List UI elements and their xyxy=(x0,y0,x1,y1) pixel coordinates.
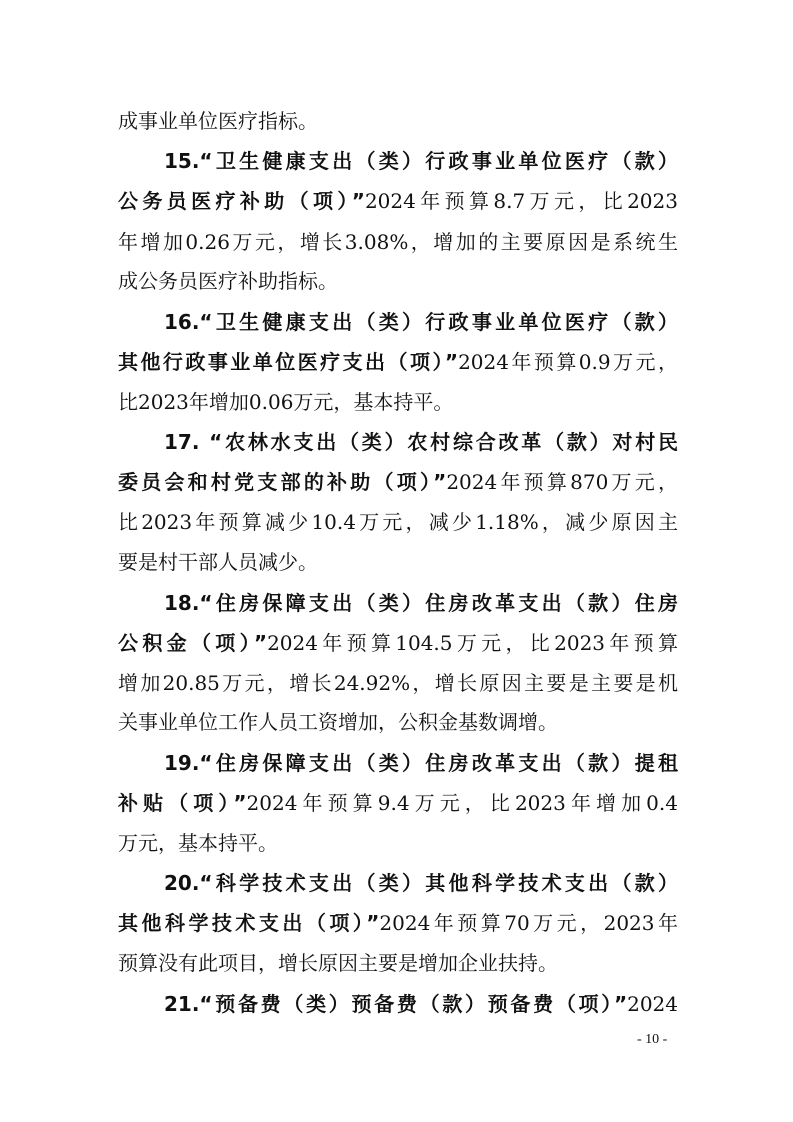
section-heading-16 xyxy=(164,309,678,335)
heading-text: 公积金（项）” xyxy=(118,631,268,655)
line-text: 关事业单位工作人员工资增加，公积金基数调增。 xyxy=(118,710,558,734)
text-line xyxy=(118,830,678,856)
heading-text: 16.“卫生健康支出（类）行政事业单位医疗（款） xyxy=(164,310,678,334)
heading-text: 20.“科学技术支出（类）其他科学技术支出（款） xyxy=(164,871,678,895)
text-line xyxy=(118,469,678,495)
line-text: 2024年预算70万元，2023年 xyxy=(379,911,678,935)
text-line xyxy=(118,670,678,696)
line-text: 年增加0.26万元，增长3.08%，增加的主要原因是系统生 xyxy=(118,230,678,254)
section-heading-21 xyxy=(164,991,678,1017)
text-line xyxy=(118,509,678,535)
heading-text: 18.“住房保障支出（类）住房改革支出（款）住房 xyxy=(164,591,678,615)
section-heading-20 xyxy=(164,870,678,896)
page-number: - 10 - xyxy=(637,1032,668,1047)
heading-text: 补贴（项）” xyxy=(118,791,247,815)
line-text: 比2023年预算减少10.4万元，减少1.18%，减少原因主 xyxy=(118,510,678,534)
text-line xyxy=(118,268,678,294)
text-line xyxy=(118,549,678,575)
line-text: 成公务员医疗补助指标。 xyxy=(118,269,338,293)
section-heading-19 xyxy=(164,750,678,776)
text-line xyxy=(118,188,678,214)
text-line xyxy=(118,630,678,656)
section-heading-15 xyxy=(164,148,678,174)
heading-text: 15.“卫生健康支出（类）行政事业单位医疗（款） xyxy=(164,149,678,173)
heading-text: 公务员医疗补助（项）” xyxy=(118,189,365,213)
line-text: 增加20.85万元，增长24.92%，增长原因主要是主要是机 xyxy=(118,671,678,695)
heading-text: 委员会和村党支部的补助（项）” xyxy=(118,470,447,494)
heading-text: 19.“住房保障支出（类）住房改革支出（款）提租 xyxy=(164,751,678,775)
text-line xyxy=(118,349,678,375)
line-text: 2024年预算0.9万元， xyxy=(458,350,678,374)
line-text: 2024年预算104.5万元，比2023年预算 xyxy=(267,631,678,655)
section-heading-18 xyxy=(164,590,678,616)
line-text: 比2023年增加0.06万元，基本持平。 xyxy=(118,390,454,414)
text-line xyxy=(118,389,678,415)
line-text: 预算没有此项目，增长原因主要是增加企业扶持。 xyxy=(118,951,558,975)
line-text: 2024年预算8.7万元，比2023 xyxy=(364,189,678,213)
line-text: 2024 xyxy=(627,992,678,1016)
text-line xyxy=(118,950,678,976)
heading-text: 17. “农林水支出（类）农村综合改革（款）对村民 xyxy=(164,430,678,454)
line-text: 成事业单位医疗指标。 xyxy=(118,109,318,133)
text-line xyxy=(118,709,678,735)
text-line xyxy=(118,229,678,255)
heading-text: 其他科学技术支出（项）” xyxy=(118,911,380,935)
heading-text: 21.“预备费（类）预备费（款）预备费（项）” xyxy=(164,992,628,1016)
text-line xyxy=(118,108,678,134)
heading-text: 其他行政事业单位医疗支出（项）” xyxy=(118,350,459,374)
section-heading-17 xyxy=(164,429,678,455)
line-text: 2024年预算9.4万元，比2023年增加0.4 xyxy=(246,791,678,815)
line-text: 要是村干部人员减少。 xyxy=(118,550,318,574)
text-line xyxy=(118,790,678,816)
line-text: 万元，基本持平。 xyxy=(118,831,278,855)
text-line xyxy=(118,910,678,936)
line-text: 2024年预算870万元， xyxy=(446,470,678,494)
